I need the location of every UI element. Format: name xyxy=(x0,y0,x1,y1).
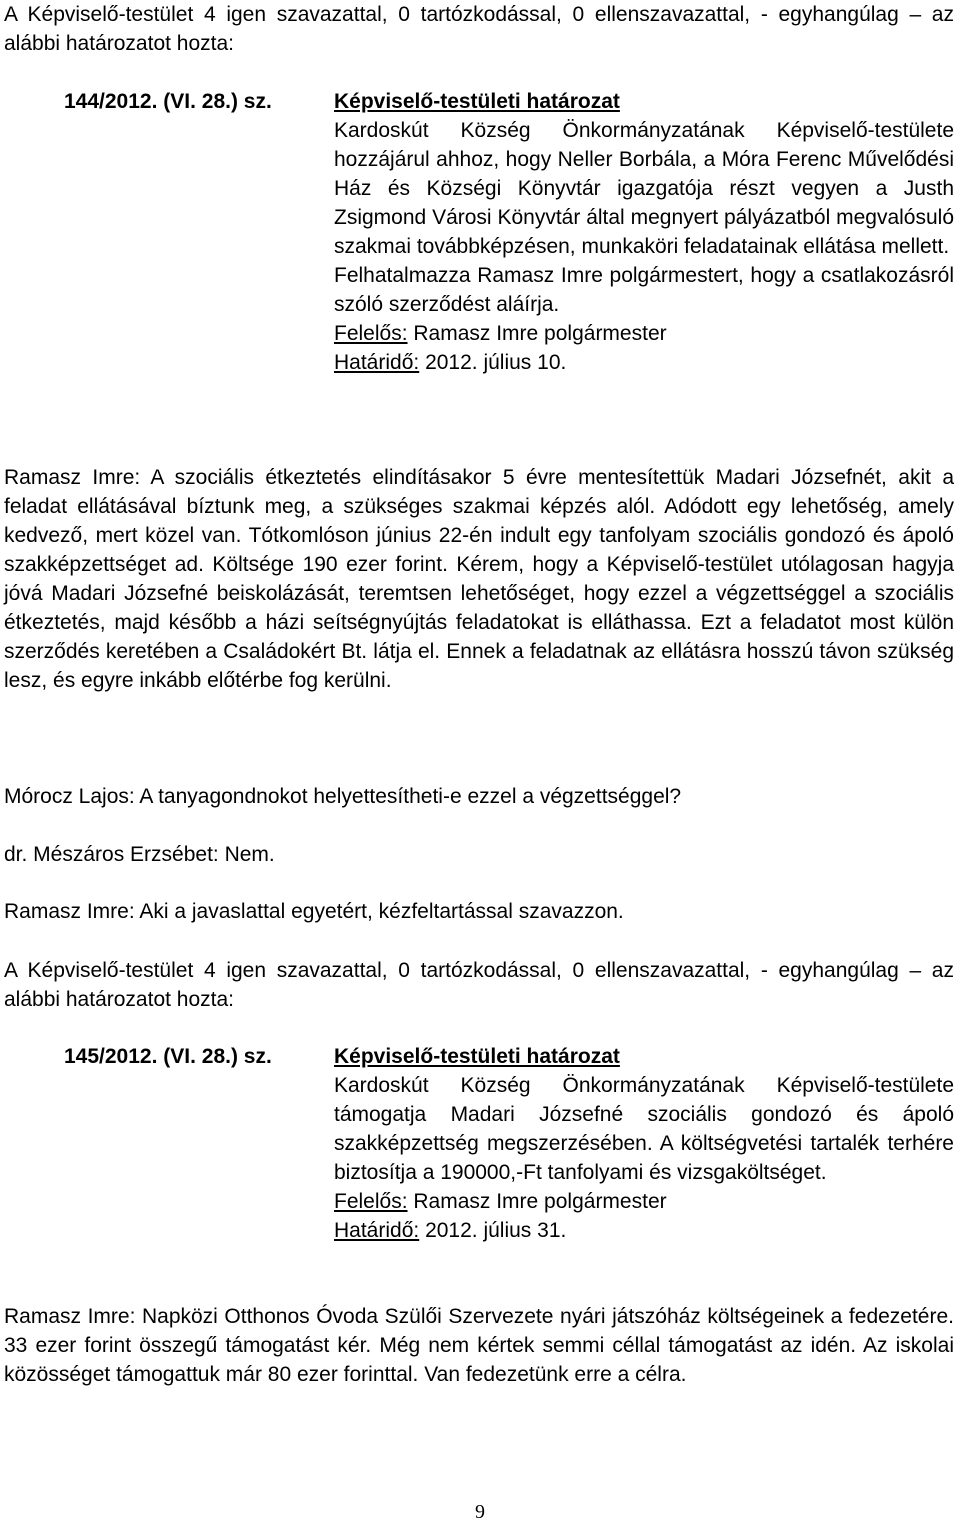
resolution-number: 144/2012. (VI. 28.) sz. xyxy=(64,90,272,113)
resolution-body xyxy=(334,1042,954,1245)
deadline-line xyxy=(334,1216,954,1245)
responsible-label: Felelős: xyxy=(334,322,408,345)
resolution-title: Képviselő-testületi határozat xyxy=(334,90,620,113)
deadline-label: Határidő: xyxy=(334,351,420,374)
responsible-value: Ramasz Imre polgármester xyxy=(413,1190,667,1213)
vote-intro-2: A Képviselő-testület 4 igen szavazattal, 0 tartózkodással, 0 ellenszavazattal, - egyhangúlag – az alábbi határozatot hozta: xyxy=(4,959,954,1011)
resolution-text-2: Felhatalmazza Ramasz Imre polgármestert, hogy a csatlakozásról szóló szerződést aláírja. xyxy=(334,264,954,316)
paragraph-ramasz-1: Ramasz Imre: A szociális étkeztetés elindításakor 5 évre mentesítettük Madari Józsefnét, akit a feladat ellátásával bíztunk meg, a szükséges szakmai képzés alól. Adódott egy lehetőség, amely kedvező, mert közel van. Tótkomlóson június 22-én indult egy tanfolyam szociális gondozó és ápoló szakképzettséget ad. Költsége 190 ezer forint. Kérem, hogy a Képviselő-testület utólagosan hagyja jóvá Madari Józsefné beiskolázását, teremtsen lehetőséget, hogy ezzel a végzettséggel a szociális étkeztetés, majd később a házi seítségnyújtás feladatokat is elláthassa. Ezt a feladatot most külön szerződés keretében a Családokért Bt. látja el. Ennek a feladatnak az ellátásra hosszú távon szükség lesz, és egyre inkább előtérbe fog kerülni. xyxy=(4,466,954,692)
deadline-label: Határidő: xyxy=(334,1219,420,1242)
resolution-body xyxy=(334,87,954,377)
responsible-line xyxy=(334,319,954,348)
paragraph-meszaros: dr. Mészáros Erzsébet: Nem. xyxy=(4,843,275,866)
responsible-value: Ramasz Imre polgármester xyxy=(413,322,667,345)
resolution-title: Képviselő-testületi határozat xyxy=(334,1045,620,1068)
deadline-value: 2012. július 31. xyxy=(425,1219,567,1242)
resolution-number: 145/2012. (VI. 28.) sz. xyxy=(64,1045,272,1068)
resolution-text: Kardoskút Község Önkormányzatának Képviselő-testülete támogatja Madari Józsefné szociális gondozó és ápoló szakképzettség megszerzésében. A költségvetési tartalék terhére biztosítja a 190000,-Ft tanfolyami és vizsgaköltséget. xyxy=(334,1074,954,1184)
deadline-value: 2012. július 10. xyxy=(425,351,567,374)
paragraph-morocz: Mórocz Lajos: A tanyagondnokot helyettesítheti-e ezzel a végzettséggel? xyxy=(4,785,682,808)
deadline-line xyxy=(334,348,954,377)
paragraph-ramasz-2: Ramasz Imre: Aki a javaslattal egyetért, kézfeltartással szavazzon. xyxy=(4,900,624,923)
resolution-text: Kardoskút Község Önkormányzatának Képviselő-testülete hozzájárul ahhoz, hogy Neller Borbála, a Móra Ferenc Művelődési Ház és Községi Könyvtár igazgatója részt vegyen a Justh Zsigmond Városi Könyvtár által megnyert pályázatból megvalósuló szakmai továbbképzésen, munkaköri feladatainak ellátása mellett. xyxy=(334,119,954,258)
vote-intro-1: A Képviselő-testület 4 igen szavazattal, 0 tartózkodással, 0 ellenszavazattal, - egyhangúlag – az alábbi határozatot hozta: xyxy=(4,3,954,55)
page-number: 9 xyxy=(475,1501,485,1523)
responsible-label: Felelős: xyxy=(334,1190,408,1213)
responsible-line xyxy=(334,1187,954,1216)
paragraph-ramasz-3: Ramasz Imre: Napközi Otthonos Óvoda Szülői Szervezete nyári játszóház költségeinek a fedezetére. 33 ezer forint összegű támogatást kér. Még nem kértek semmi céllal támogatást az idén. Az iskolai közösséget támogattuk már 80 ezer forinttal. Van fedezetünk erre a célra. xyxy=(4,1305,954,1386)
